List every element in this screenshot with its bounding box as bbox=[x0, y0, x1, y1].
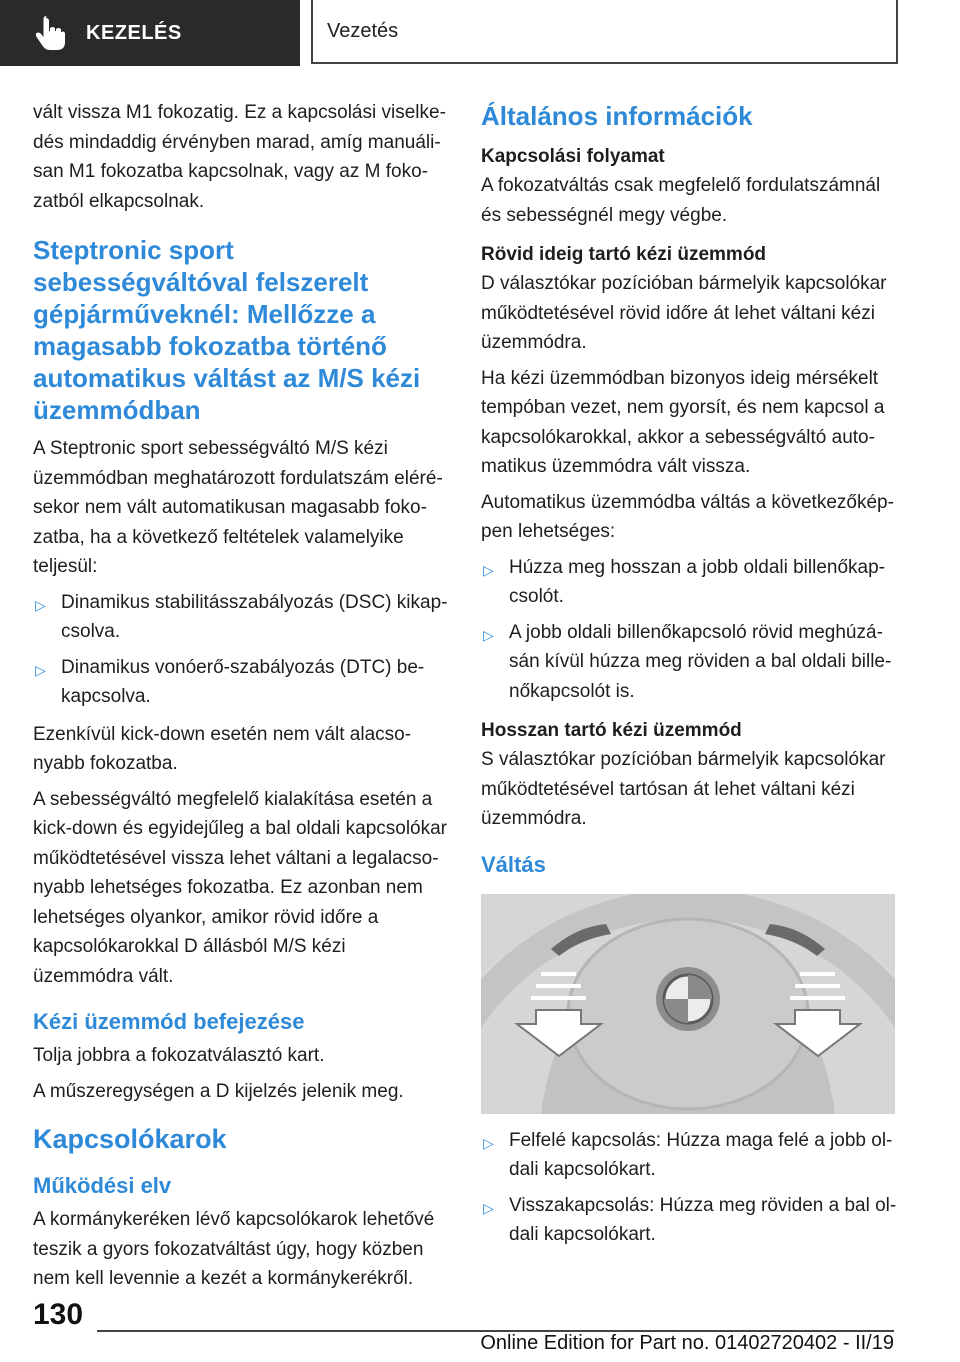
heading-kapcsolokarok: Kapcsolókarok bbox=[33, 1124, 227, 1154]
paragraph: A fokozatváltás csak megfelelő fordulatszámnál és sebességnél megy végbe. bbox=[481, 175, 881, 226]
hand-pointer-icon bbox=[30, 13, 70, 53]
section-label: Vezetés bbox=[327, 19, 399, 42]
right-column bbox=[481, 98, 897, 1258]
heading-valtas: Váltás bbox=[481, 851, 546, 877]
paragraph: A kormánykeréken lévő kapcsolókarok lehetővé teszik a gyors fokozatváltást úgy, hogy közben nem kell levennie a kezét a kormánykerékről. bbox=[33, 1209, 435, 1289]
bullet-list bbox=[481, 553, 897, 707]
triangle-right-icon: ▷ bbox=[35, 661, 46, 678]
list-item-text: A jobb oldali billenőkapcsoló rövid meghúzásán kívül húzza meg röviden a bal oldali billenőkapcsolót is. bbox=[509, 621, 892, 702]
list-item-text: Visszakapcsolás: Húzza meg röviden a bal oldali kapcsolókart. bbox=[509, 1194, 897, 1245]
paragraph: Tolja jobbra a fokozatválasztó kart. bbox=[33, 1045, 325, 1066]
paragraph: A Steptronic sport sebességváltó M/S kézi üzemmódban meghatározott fordulatszám elérésekor nem vált automatikusan magasabb fokozatba, ha a következő feltételek valamelyike teljesül: bbox=[33, 438, 443, 577]
triangle-right-icon: ▷ bbox=[483, 626, 494, 643]
subheading-hosszan: Hosszan tartó kézi üzemmód bbox=[481, 720, 742, 741]
triangle-right-icon: ▷ bbox=[483, 1134, 494, 1151]
list-item-text: Dinamikus vonóerő-szabályozás (DTC) bekapcsolva. bbox=[61, 656, 425, 707]
triangle-right-icon: ▷ bbox=[483, 561, 494, 578]
paragraph: Ezenkívül kick-down esetén nem vált alacsonyabb fokozatba. bbox=[33, 723, 412, 774]
list-item bbox=[33, 653, 449, 712]
list-item-text: Húzza meg hosszan a jobb oldali billenőkapcsolót. bbox=[509, 556, 886, 607]
paragraph: Automatikus üzemmódba váltás a következőképpen lehetséges: bbox=[481, 491, 894, 542]
paragraph: vált vissza M1 fokozatig. Ez a kapcsolási viselkedés mindaddig érvényben marad, amíg manuálisan M1 fokozatba kapcsolnak, vagy az M fokozatból elkapcsolnak. bbox=[33, 102, 446, 212]
list-item bbox=[481, 1126, 897, 1185]
paragraph: D választókar pozícióban bármelyik kapcsolókar működtetésével rövid időre át lehet váltani kézi üzemmódra. bbox=[481, 273, 887, 353]
list-item bbox=[481, 618, 897, 707]
edition-text: Online Edition for Part no. 01402720402 - II/19 bbox=[480, 1332, 894, 1354]
list-item bbox=[481, 553, 897, 612]
paragraph: Ha kézi üzemmódban bizonyos ideig mérsékelt tempóban vezet, nem gyorsít, és nem kapcsol a kapcsolókarokkal, akkor a sebességváltó automatikus üzemmódra vált vissza. bbox=[481, 367, 885, 477]
paragraph: A sebességváltó megfelelő kialakítása esetén a kick-down és egyidejűleg a bal oldali kapcsolókar működtetésével vissza lehet váltani a legalacsonyabb lehetséges fokozatba. Ez azonban nem lehetséges olyankor, amikor rövid időre a kapcsolókarokkal D állásból M/S kézi üzemmódra vált. bbox=[33, 788, 448, 987]
list-item-text: Dinamikus stabilitásszabályozás (DSC) kikapcsolva. bbox=[61, 591, 448, 642]
heading-kezi-uzemmod: Kézi üzemmód befejezése bbox=[33, 1009, 305, 1034]
list-item bbox=[481, 1191, 897, 1250]
paragraph: S választókar pozícióban bármelyik kapcsolókar működtetésével tartósan át lehet váltani kézi üzemmódra. bbox=[481, 749, 886, 829]
bullet-list bbox=[33, 588, 449, 712]
subheading-kapcsolasi: Kapcsolási folyamat bbox=[481, 146, 665, 167]
chapter-label: KEZELÉS bbox=[86, 21, 182, 44]
page-number: 130 bbox=[33, 1298, 84, 1331]
list-item bbox=[33, 588, 449, 647]
heading-mukodesi-elv: Működési elv bbox=[33, 1173, 172, 1198]
heading-steptronic: Steptronic sport sebességváltóval felszerelt gépjárműveknél: Mellőzze a magasabb fokozatba történő automatikus váltást az M/S kézi üzemmódban bbox=[33, 235, 421, 425]
triangle-right-icon: ▷ bbox=[35, 596, 46, 613]
triangle-right-icon: ▷ bbox=[483, 1199, 494, 1216]
list-item-text: Felfelé kapcsolás: Húzza maga felé a jobb oldali kapcsolókart. bbox=[509, 1129, 893, 1180]
paragraph: A műszeregységen a D kijelzés jelenik meg. bbox=[33, 1080, 404, 1102]
header-section-box bbox=[311, 0, 898, 64]
heading-altalanos: Általános információk bbox=[481, 101, 753, 131]
bullet-list bbox=[481, 1126, 897, 1250]
subheading-rovid: Rövid ideig tartó kézi üzemmód bbox=[481, 244, 767, 265]
left-column bbox=[33, 98, 449, 1300]
header-chapter-tab bbox=[0, 0, 300, 66]
steering-wheel-illustration bbox=[481, 894, 895, 1114]
